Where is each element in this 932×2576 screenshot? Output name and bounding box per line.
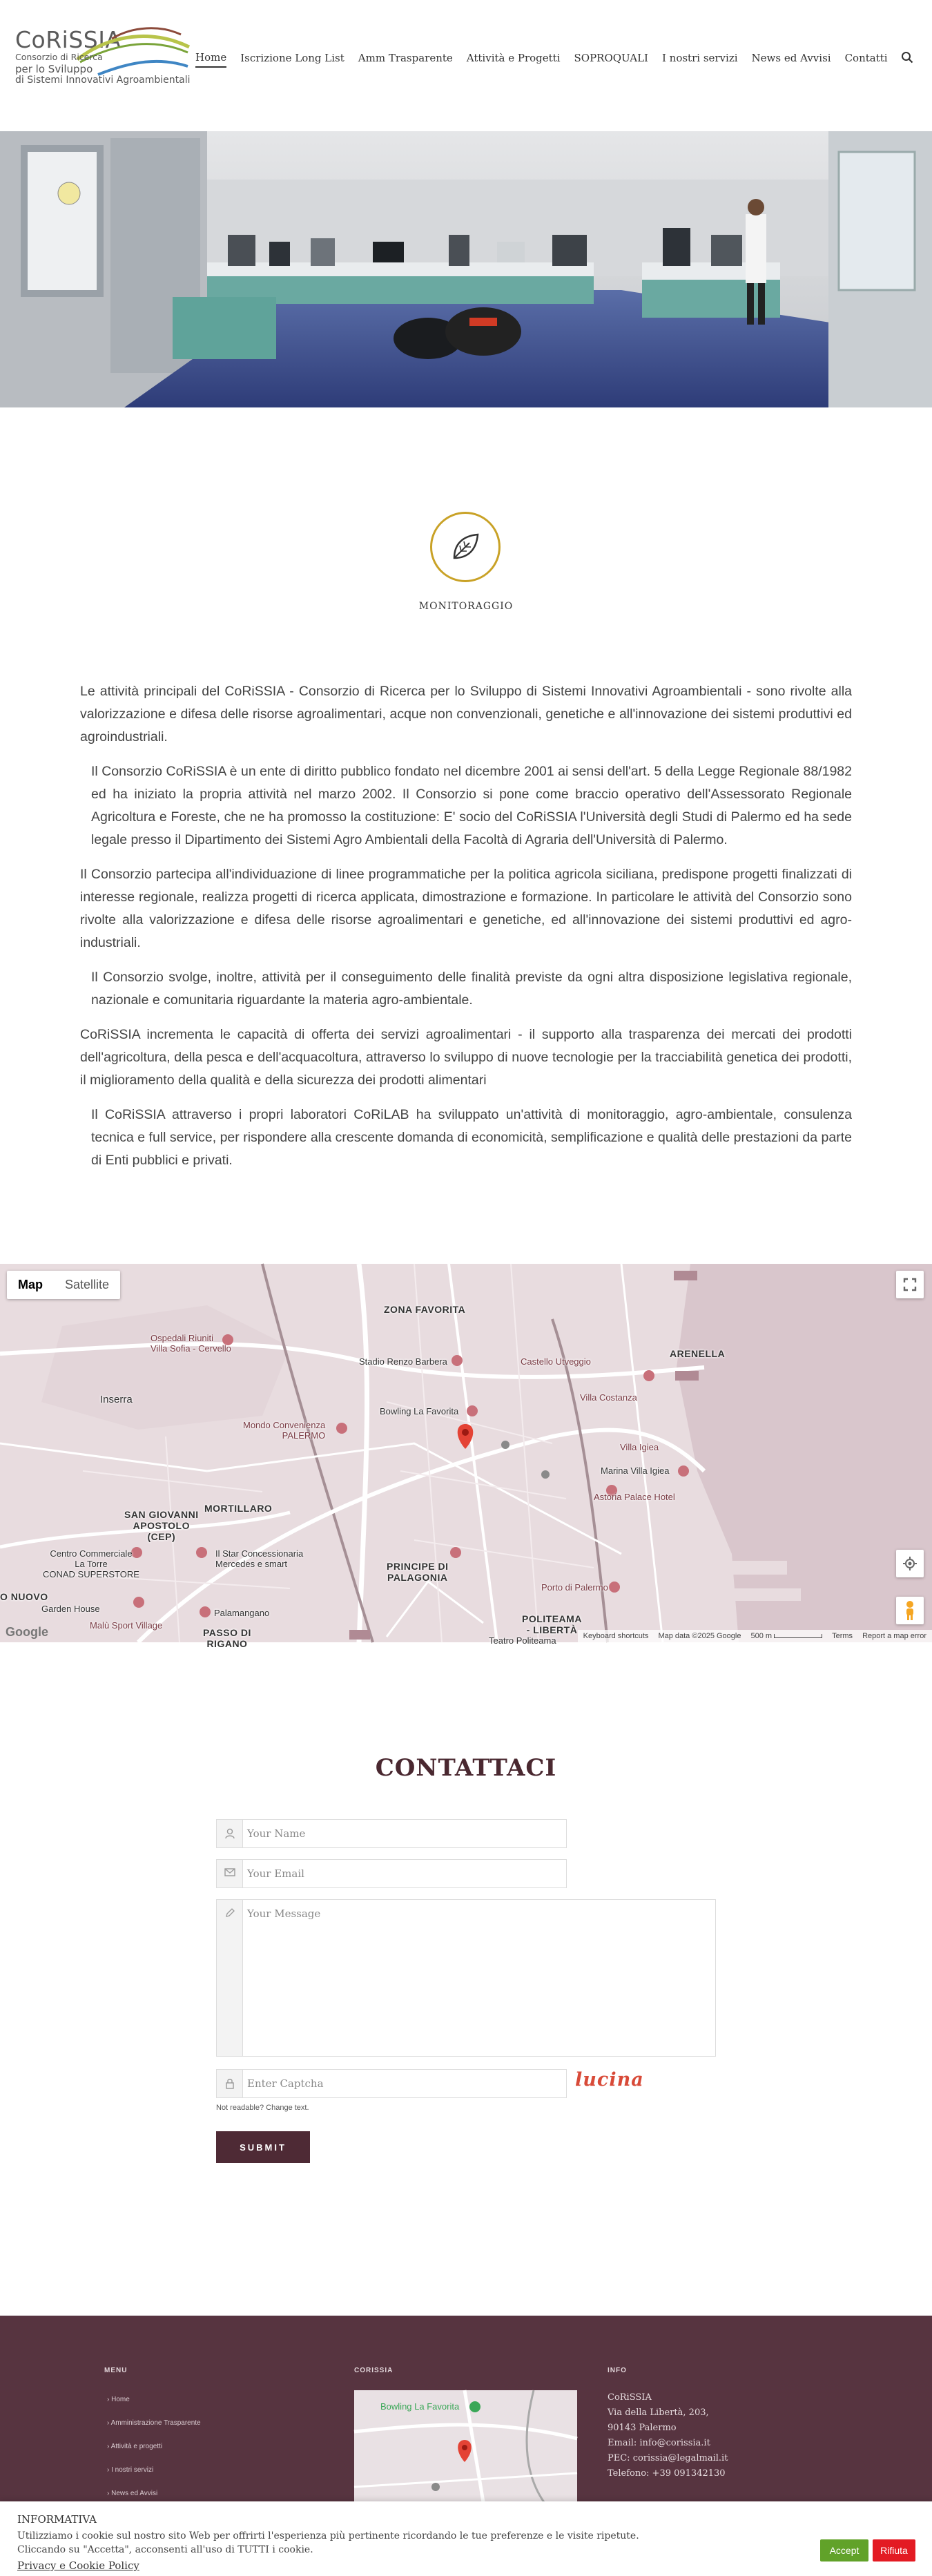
name-field[interactable]: [216, 1819, 567, 1848]
nav-nostri-servizi[interactable]: I nostri servizi: [661, 52, 738, 64]
footer-info-line: 90143 Palermo: [608, 2423, 677, 2433]
map-label-inserra: Inserra: [100, 1394, 133, 1405]
nav-iscrizione-long-list[interactable]: Iscrizione Long List: [240, 52, 344, 64]
footer-menu-item[interactable]: › Home: [107, 2396, 130, 2403]
field-icon-box: [217, 1900, 243, 2056]
map-label-marina: Marina Villa Igiea: [601, 1465, 670, 1476]
logo-title: CoRiSSIA: [15, 26, 122, 53]
footer-menu-label: Attività e progetti: [110, 2443, 163, 2450]
captcha-image: lucina: [575, 2069, 644, 2090]
site-header: [0, 0, 932, 131]
fullscreen-icon: [903, 1278, 917, 1291]
field-icon-box: [217, 2070, 243, 2097]
fullscreen-button[interactable]: [896, 1271, 924, 1298]
name-input[interactable]: Your Name: [247, 1827, 306, 1840]
map-label-porto: Porto di Palermo: [541, 1582, 608, 1593]
cookie-title: INFORMATIVA: [17, 2513, 97, 2526]
cookie-consent-bar: [0, 2501, 932, 2576]
lock-icon: [225, 2078, 235, 2089]
pegman-icon: [903, 1600, 917, 1621]
map-tab-map[interactable]: Map: [18, 1278, 43, 1291]
map-label-villa-costanza: Villa Costanza: [580, 1392, 637, 1403]
map-label-arenella: ARENELLA: [670, 1348, 726, 1359]
map-label-malu: Malù Sport Village: [90, 1620, 163, 1631]
field-icon-box: [217, 1860, 243, 1887]
footer-menu-label: I nostri servizi: [111, 2466, 154, 2474]
map-label-bowling: Bowling La Favorita: [380, 1406, 459, 1416]
nav-news-avvisi[interactable]: News ed Avvisi: [751, 52, 831, 64]
hero-lab-image: [0, 131, 932, 407]
paragraph-5: CoRiSSIA incrementa le capacità di offerta dei servizi agroalimentari - il supporto alla trasparenza dei mercati dei prodotti dell'agricoltura, della pesca e dell'acquacoltura, attraverso lo sviluppo di nuove tecnologie per la tracciabilità genetica dei prodotti, il miglioramento della qualità e della sicurezza dei prodotti alimentari: [80, 1027, 852, 1088]
logo-line-2: per lo Sviluppo: [15, 63, 93, 75]
footer-map[interactable]: [354, 2390, 577, 2515]
map-label-politeama: POLITEAMA - LIBERTÀ: [522, 1613, 582, 1635]
footer-info-pec[interactable]: PEC: corissia@legalmail.it: [608, 2453, 728, 2463]
cookie-reject-button[interactable]: Rifiuta: [873, 2539, 915, 2561]
footer-info-email[interactable]: Email: info@corissia.it: [608, 2438, 710, 2448]
nav-attivita-progetti[interactable]: Attività e Progetti: [466, 52, 561, 64]
map-label-castello: Castello Utveggio: [521, 1356, 591, 1367]
street-view-pegman[interactable]: [896, 1597, 924, 1624]
footer-menu-label: News ed Avvisi: [111, 2490, 158, 2497]
lab-photo-illustration: [0, 131, 932, 407]
captcha-field[interactable]: [216, 2069, 567, 2098]
contact-title: CONTATTACI: [375, 1754, 557, 1782]
google-map[interactable]: [0, 1264, 932, 1649]
nav-home[interactable]: Home: [195, 51, 226, 68]
message-field[interactable]: [216, 1899, 716, 2057]
user-icon: [225, 1828, 235, 1839]
cookie-accept-button[interactable]: Accept: [820, 2539, 868, 2561]
map-label-teatro: Teatro Politeama: [489, 1635, 556, 1646]
map-label-principe: PRINCIPE DI PALAGONIA: [387, 1561, 449, 1583]
captcha-input[interactable]: Enter Captcha: [247, 2077, 324, 2090]
report-error-link[interactable]: Report a map error: [862, 1632, 926, 1640]
map-label-star-conc: Il Star Concessionaria Mercedes e smart: [215, 1548, 304, 1569]
about-content: [80, 680, 852, 1184]
paragraph-6: Il CoRiSSIA attraverso i propri laboratori CoRiLAB ha sviluppato un'attività di monitoraggio, agro-ambientale, consulenza tecnica e full service, per rispondere alla crescente domanda di economicità, semplificazione e qualità delle prestazioni da parte di Enti pubblici e privati.: [91, 1107, 852, 1168]
map-type-toggle: [7, 1271, 120, 1299]
map-label-nuovo: O NUOVO: [0, 1591, 48, 1602]
site-logo[interactable]: [15, 26, 191, 95]
nav-soproquali[interactable]: SOPROQUALI: [574, 52, 648, 64]
privacy-policy-link[interactable]: Privacy e Cookie Policy: [17, 2559, 139, 2572]
leaf-icon: [449, 530, 482, 564]
footer-map-label: Bowling La Favorita: [380, 2401, 460, 2412]
map-label-passo: PASSO DI RIGANO: [203, 1627, 251, 1649]
map-attribution: [578, 1630, 932, 1642]
footer-menu-item[interactable]: › I nostri servizi: [107, 2466, 154, 2474]
map-label-villa-igiea: Villa Igiea: [620, 1442, 659, 1452]
google-logo: Google: [6, 1625, 48, 1639]
search-icon[interactable]: [901, 51, 913, 64]
logo-line-1: Consorzio di Ricerca: [15, 52, 103, 62]
email-input[interactable]: Your Email: [247, 1867, 304, 1880]
map-label-palamangano: Palamangano: [214, 1608, 270, 1618]
change-captcha-link[interactable]: Not readable? Change text.: [216, 2104, 309, 2112]
nav-amm-trasparente[interactable]: Amm Trasparente: [358, 52, 453, 64]
paragraph-3: Il Consorzio partecipa all'individuazione di linee programmatiche per la politica agricola siciliana, predispone progetti finalizzati di interesse regionale, realizza progetti di ricerca applicata, dimostrazione e formazione. In particolare le attività del Consorzio sono rivolte alla valorizzazione e difesa delle risorse agroalimentari e genetiche, ed all'innovazione dei sistemi produttivi ed agro-industriali.: [80, 867, 852, 950]
main-nav: [195, 51, 902, 68]
map-data-attribution: Map data ©2025 Google: [658, 1632, 741, 1640]
monitoraggio-feature-badge: [430, 512, 501, 582]
map-label-ospedali: Ospedali Riuniti Villa Sofia - Cervello: [151, 1333, 231, 1354]
my-location-button[interactable]: [896, 1550, 924, 1577]
map-tab-satellite[interactable]: Satellite: [65, 1278, 110, 1291]
map-scale-label: 500 m: [750, 1632, 773, 1640]
logo-line-3: di Sistemi Innovativi Agroambientali: [15, 75, 191, 86]
terms-link[interactable]: Terms: [832, 1632, 853, 1640]
paragraph-4: Il Consorzio svolge, inoltre, attività per il conseguimento delle finalità previste da ogni altra disposizione legislativa regionale, nazionale e comunitaria riguardante la materia agro-ambientale.: [91, 970, 852, 1008]
footer-menu-item[interactable]: › Amministrazione Trasparente: [107, 2419, 201, 2427]
location-crosshair-icon: [902, 1556, 918, 1571]
map-scale: [750, 1632, 822, 1640]
footer-info-phone[interactable]: Telefono: +39 091342130: [608, 2468, 726, 2479]
paragraph-1: Le attività principali del CoRiSSIA - Consorzio di Ricerca per lo Sviluppo di Sistemi Innovativi Agroambientali - sono rivolte alla valorizzazione e difesa delle risorse agroalimentari, acque non convenzionali, genetiche e all'innovazione dei sistemi produttivi ed agroindustriali.: [80, 684, 852, 744]
map-label-mortillaro: MORTILLARO: [204, 1503, 273, 1514]
message-textarea[interactable]: Your Message: [247, 1907, 321, 1920]
mail-icon: [224, 1868, 235, 1876]
map-tiles: [0, 1264, 932, 1642]
map-label-zona-favorita: ZONA FAVORITA: [384, 1304, 466, 1315]
submit-button[interactable]: SUBMIT: [216, 2131, 310, 2163]
keyboard-shortcuts-link[interactable]: Keyboard shortcuts: [583, 1632, 649, 1640]
footer-info: [608, 2390, 728, 2481]
monitoraggio-label: MONITORAGGIO: [418, 601, 514, 612]
map-label-stadio: Stadio Renzo Barbera: [359, 1356, 447, 1367]
paragraph-2: Il Consorzio CoRiSSIA è un ente di diritto pubblico fondato nel dicembre 2001 ai sensi dell'art. 5 della Legge Regionale 88/1982 ed ha iniziato la propria attività nel marzo 2002. Il Consorzio si pone come braccio operativo dell'Assessorato Regionale Agricoltura e Foreste, che ne ha promosso la costituzione: E' socio del CoRiSSIA l'Università degli Studi di Palermo ed ha sede legale presso il Dipartimento dei Sistemi Agro Ambientali della Facoltà di Agraria dell'Università di Palermo.: [91, 764, 852, 847]
footer-corissia-heading: CORISSIA: [354, 2367, 394, 2374]
nav-contatti[interactable]: Contatti: [844, 52, 888, 64]
footer-menu-item[interactable]: › News ed Avvisi: [107, 2490, 158, 2497]
map-label-san-giovanni: SAN GIOVANNI APOSTOLO (CEP): [124, 1509, 199, 1542]
field-icon-box: [217, 1820, 243, 1847]
footer-menu: [107, 2396, 201, 2513]
map-label-mondo: Mondo Convenienza PALERMO: [243, 1420, 326, 1441]
map-label-centro-commerciale: Centro Commerciale La Torre CONAD SUPERSTORE: [43, 1548, 139, 1579]
cookie-text: Utilizziamo i cookie sul nostro sito Web per offrirti l'esperienza più pertinente ricordando le tue preferenze e le visite ripetute. Cliccando su "Accetta", acconsenti all'uso di TUTTI i cookie.: [17, 2530, 639, 2555]
map-label-astoria: Astoria Palace Hotel: [594, 1492, 675, 1502]
footer-info-line: CoRiSSIA: [608, 2392, 652, 2403]
footer-menu-item[interactable]: › Attività e progetti: [107, 2443, 163, 2450]
email-field[interactable]: [216, 1859, 567, 1888]
footer-menu-label: Amministrazione Trasparente: [110, 2419, 201, 2427]
pencil-icon: [225, 1908, 235, 1918]
footer-menu-label: Home: [111, 2396, 130, 2403]
footer-menu-heading: MENU: [104, 2367, 128, 2374]
map-label-garden: Garden House: [41, 1604, 100, 1614]
footer-info-line: Via della Libertà, 203,: [608, 2407, 709, 2418]
footer-info-heading: INFO: [608, 2367, 627, 2374]
